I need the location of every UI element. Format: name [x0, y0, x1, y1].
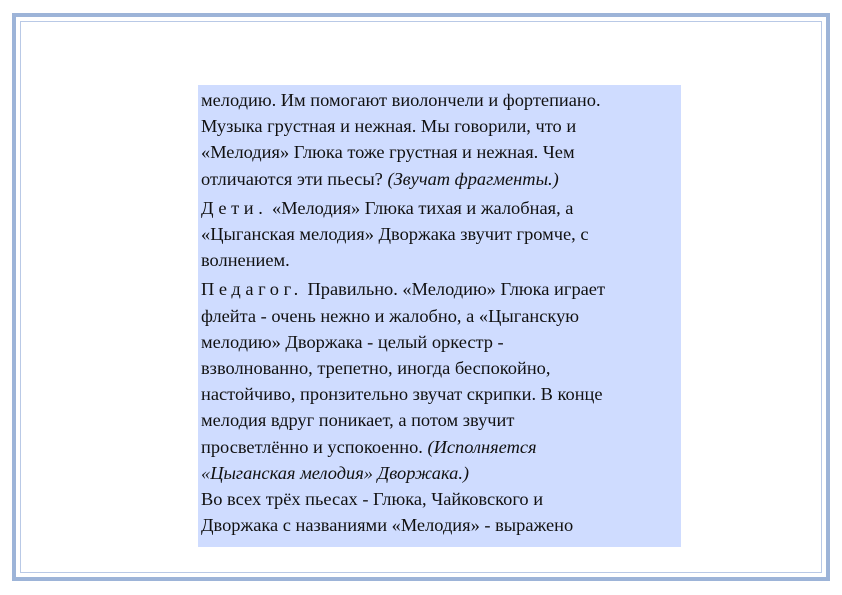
text-line: мелодия вдруг поникает, а потом звучит [201, 410, 515, 431]
text-line: флейта - очень нежно и жалобно, а «Цыганскую [201, 305, 580, 326]
stage-direction: (Звучат фрагменты.) [382, 168, 559, 189]
text-line: Правильно. «Мелодию» Глюка играет [302, 279, 605, 300]
text-line: настойчиво, пронзительно звучат скрипки. В конце [201, 384, 603, 405]
text-line: «Мелодия» Глюка тихая и жалобная, а [267, 197, 574, 218]
text-line: Во всех трёх пьесах - Глюка, Чайковского и [201, 489, 544, 510]
text-line: мелодию» Дворжака - целый оркестр - [201, 331, 504, 352]
paragraph-2 [201, 195, 681, 274]
text-line: «Мелодия» Глюка тоже грустная и нежная. Чем [201, 142, 575, 163]
text-line: отличаются эти пьесы? [201, 168, 383, 189]
stage-direction: (Исполняется [422, 436, 537, 457]
text-block [198, 85, 681, 547]
text-line: «Цыганская мелодия» Дворжака звучит громче, с [201, 224, 589, 245]
text-line: Дворжака с названиями «Мелодия» - выражено [201, 515, 574, 536]
speaker-label: Педагог. [201, 279, 303, 300]
text-line: взволнованно, трепетно, иногда беспокойно, [201, 358, 551, 379]
paragraph-4 [201, 486, 681, 538]
stage-direction: «Цыганская мелодия» Дворжака.) [201, 462, 470, 483]
text-line: Музыка грустная и нежная. Мы говорили, что и [201, 116, 577, 137]
speaker-label: Дети. [201, 197, 268, 218]
text-line: мелодию. Им помогают виолончели и фортепиано. [201, 90, 601, 110]
paragraph-1 [201, 87, 681, 192]
paragraph-3 [201, 276, 681, 486]
text-line: волнением. [201, 250, 290, 271]
text-line: просветлённо и успокоенно. [201, 436, 423, 457]
